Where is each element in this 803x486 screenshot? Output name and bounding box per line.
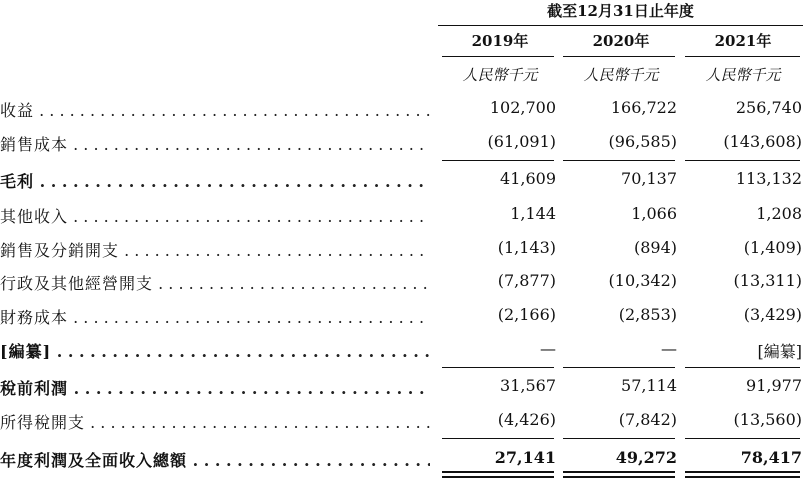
double-rule-2021-b	[685, 476, 800, 478]
row-value-2020: (894)	[633, 238, 677, 257]
row-value-2021: 113,132	[735, 169, 802, 188]
row-value-2021: (13,560)	[733, 410, 802, 429]
double-rule-2020-b	[563, 476, 675, 478]
row-label: 財務成本 . . .	[0, 305, 430, 328]
row-value-2019: (2,166)	[497, 305, 556, 324]
row-label: 其他收入 . . .	[0, 204, 430, 227]
row-label: 銷售成本 . . .	[0, 132, 430, 155]
header-rule-2020	[563, 56, 675, 57]
row-value-2019: 27,141	[494, 448, 556, 467]
row-value-2021: (3,429)	[743, 305, 802, 324]
row-value-2020: (10,342)	[608, 271, 677, 290]
subtotal-rule-2019	[442, 160, 554, 161]
row-value-2019: 102,700	[489, 98, 556, 117]
row-label: 所得稅開支 . . .	[0, 410, 430, 433]
column-header-2021: 2021年	[714, 32, 772, 50]
row-value-2020: 57,114	[621, 376, 677, 395]
row-value-2019: 31,567	[500, 376, 556, 395]
row-value-2020: (96,585)	[608, 132, 677, 151]
double-rule-2019-a	[442, 471, 554, 473]
total-rule-2019	[442, 438, 554, 439]
row-value-2019: (4,426)	[497, 410, 556, 429]
row-label: 年度利潤及全面收入總額 . . .	[0, 448, 430, 471]
row-value-2019: (61,091)	[487, 132, 556, 151]
subtotal-rule-2020	[563, 160, 675, 161]
total-rule-2020	[563, 438, 675, 439]
row-value-2020: 166,722	[610, 98, 677, 117]
row-value-2019: 41,609	[500, 169, 556, 188]
row-value-2021: 91,977	[746, 376, 802, 395]
row-value-2021: (1,409)	[743, 238, 802, 257]
unit-label-2021: 人民幣千元	[705, 66, 781, 84]
row-label: 收益 . . .	[0, 98, 430, 121]
row-value-2020: —	[661, 339, 677, 358]
row-label: [編纂] . . .	[0, 339, 430, 362]
row-value-2021: 78,417	[740, 448, 802, 467]
row-value-2021: [編纂]	[757, 342, 802, 361]
row-value-2021: (13,311)	[733, 271, 802, 290]
row-value-2021: 256,740	[735, 98, 802, 117]
row-value-2019: (1,143)	[497, 238, 556, 257]
subtotal-rule-2019-b	[442, 367, 554, 368]
row-label: 毛利 . . .	[0, 169, 430, 192]
row-value-2020: (7,842)	[618, 410, 677, 429]
total-rule-2021	[685, 438, 800, 439]
column-header-2020: 2020年	[592, 32, 650, 50]
unit-label-2020: 人民幣千元	[583, 66, 659, 84]
row-value-2020: 70,137	[621, 169, 677, 188]
row-value-2019: —	[540, 339, 556, 358]
row-value-2020: (2,853)	[618, 305, 677, 324]
double-rule-2021-a	[685, 471, 800, 473]
double-rule-2020-a	[563, 471, 675, 473]
row-value-2021: 1,208	[756, 204, 802, 223]
row-value-2020: 1,066	[631, 204, 677, 223]
row-value-2021: (143,608)	[723, 132, 802, 151]
row-value-2019: 1,144	[510, 204, 556, 223]
subtotal-rule-2021	[685, 160, 800, 161]
subtotal-rule-2020-b	[563, 367, 675, 368]
double-rule-2019-b	[442, 476, 554, 478]
header-rule-2021	[685, 56, 800, 57]
row-label: 銷售及分銷開支 . . .	[0, 238, 430, 261]
subtotal-rule-2021-b	[685, 367, 800, 368]
header-rule-2019	[442, 56, 554, 57]
period-heading: 截至12月31日止年度	[547, 2, 694, 20]
row-label: 稅前利潤 . . .	[0, 376, 430, 399]
column-header-2019: 2019年	[471, 32, 529, 50]
period-underline	[438, 25, 803, 26]
row-value-2019: (7,877)	[497, 271, 556, 290]
unit-label-2019: 人民幣千元	[462, 66, 538, 84]
row-label: 行政及其他經營開支 . . .	[0, 271, 430, 294]
row-value-2020: 49,272	[615, 448, 677, 467]
